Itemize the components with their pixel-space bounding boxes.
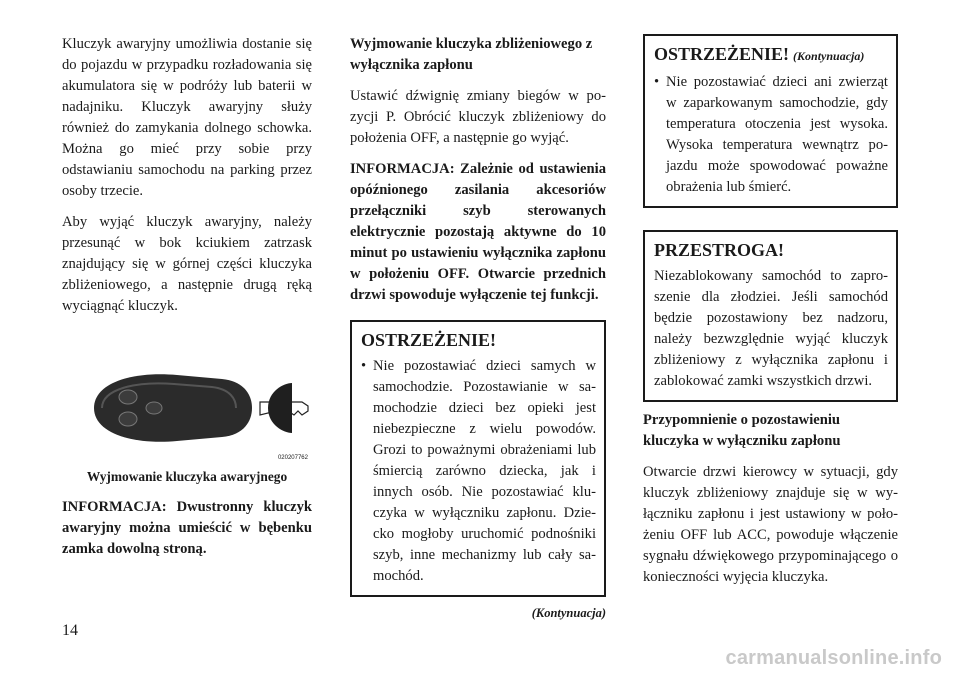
warning-text: Nie pozostawiać dzieci ani zwierząt w zaparkowanym samochodzie, gdy temperatura otoczenia jest wysoka. Wysoka temperatura wewnątrz pojazdu może spowodować poważne obrażenia lub śmierć.	[666, 74, 888, 195]
section-heading-reminder: Przypomnienie o pozostawieniu kluczyka w wyłączniku zapłonu	[643, 412, 841, 449]
emergency-key-figure	[62, 353, 312, 463]
column-right	[643, 34, 898, 598]
column-left	[62, 34, 312, 570]
info-key-two-sided: INFORMACJA: Dwustronny kluczyk awaryjny można umieścić w bębenku zamka dowolną stroną.	[62, 499, 312, 557]
watermark: carmanualsonline.info	[725, 647, 942, 669]
warning-title: OSTRZEŻENIE!	[361, 330, 497, 350]
emergency-key-intro: Kluczyk awaryjny umożliwia dostanie się do pojazdu w przypadku rozładowania się akumulatora się w podróży lub baterii w nadajniku. Kluczyk awaryjny służy również do zamykania dolnego schowka. Można go mieć przy sobie przy odstawianiu samochodu na parking przez osoby trzecie.	[62, 36, 312, 199]
remove-key-text: Ustawić dźwignię zmiany biegów w pozycji P. Obrócić kluczyk zbliżeniowy do położenia OFF, a następnie go wyjąć.	[350, 88, 606, 146]
warning-item: • Nie pozostawiać dzieci ani zwierząt w zaparkowanym samochodzie, gdy temperatura otoczenia jest wysoka. Wysoka temperatura wewnątrz pojazdu może spowodować poważne obrażenia lub śmierć.	[654, 72, 888, 198]
info-accessory-delay: INFORMACJA: Zależnie od ustawienia opóźnionego zasilania akcesoriów przełączniki szyb sterowanych elektrycznie pozostają aktywne do 10 minut po ustawieniu wyłącznika zapłonu w położeniu OFF. Otwarcie przednich drzwi spowoduje wyłączenie tej funkcji.	[350, 161, 606, 303]
caution-box	[643, 230, 898, 402]
warning-box	[350, 320, 606, 597]
figure-caption: Wyjmowanie kluczyka awaryjnego	[86, 469, 288, 484]
key-head	[268, 383, 292, 433]
key-fob-illustration	[62, 353, 312, 463]
warning-box-continued	[643, 34, 898, 208]
warning-title-continued: OSTRZEŻENIE! (Kontynuacja)	[654, 44, 865, 64]
page-number: 14	[62, 622, 78, 639]
column-middle	[350, 34, 606, 621]
figure-code: 020207762	[277, 455, 308, 461]
continued-note: (Kontynuacja)	[531, 606, 606, 620]
emergency-key-removal-text: Aby wyjąć kluczyk awaryjny, należy przesunąć w bok kciukiem zatrzask znajdujący się w górnej części kluczyka zbliżeniowego, a następnie drugą ręką wyciągnąć kluczyk.	[62, 214, 312, 314]
caution-text: Niezablokowany samochód to zaproszenie dla złodziei. Jeśli samochód będzie pozostawiony bez nadzoru, należy bezwzględnie wyjąć kluczyk zbliżeniowy z wyłącznika zapłonu i zablokować zamki wszystkich drzwi.	[654, 268, 888, 389]
caution-title: PRZESTROGA!	[654, 240, 785, 260]
warning-item: • Nie pozostawiać dzieci samych w samochodzie. Pozostawianie w samochodzie dzieci bez opieki jest niebezpieczne z wielu powodów. Grozi to poważnymi obrażeniami lub śmiercią zarówno dziecka, jak i innych osób. Nie pozostawiać kluczyka w wyłączniku zapłonu. Dziecko mogłoby uruchomić podnośniki szyb, inne mechanizmy lub cały samochód.	[361, 356, 596, 587]
reminder-text: Otwarcie drzwi kierowcy w sytuacji, gdy kluczyk zbliżeniowy znajduje się w wyłączniku zapłonu i jest ustawiony w położeniu OFF lub ACC, powoduje włączenie sygnału dźwiękowego przypominającego o konieczności wyjęcia kluczyka.	[643, 464, 898, 585]
warning-text: Nie pozostawiać dzieci samych w samochodzie. Pozostawianie w samochodzie dzieci bez opieki jest niebezpieczne z wielu powodów. Grozi to poważnymi obrażeniami lub śmiercią zarówno dziecka, jak i innych osób. Nie pozostawiać kluczyka w wyłączniku zapłonu. Dziecko mogłoby uruchomić podnośniki szyb, inne mechanizmy lub cały samochód.	[373, 358, 596, 584]
warning-continued-label: (Kontynuacja)	[793, 49, 865, 63]
section-heading-remove-key: Wyjmowanie kluczyka zbliżeniowego z wyłącznika zapłonu	[350, 36, 593, 73]
